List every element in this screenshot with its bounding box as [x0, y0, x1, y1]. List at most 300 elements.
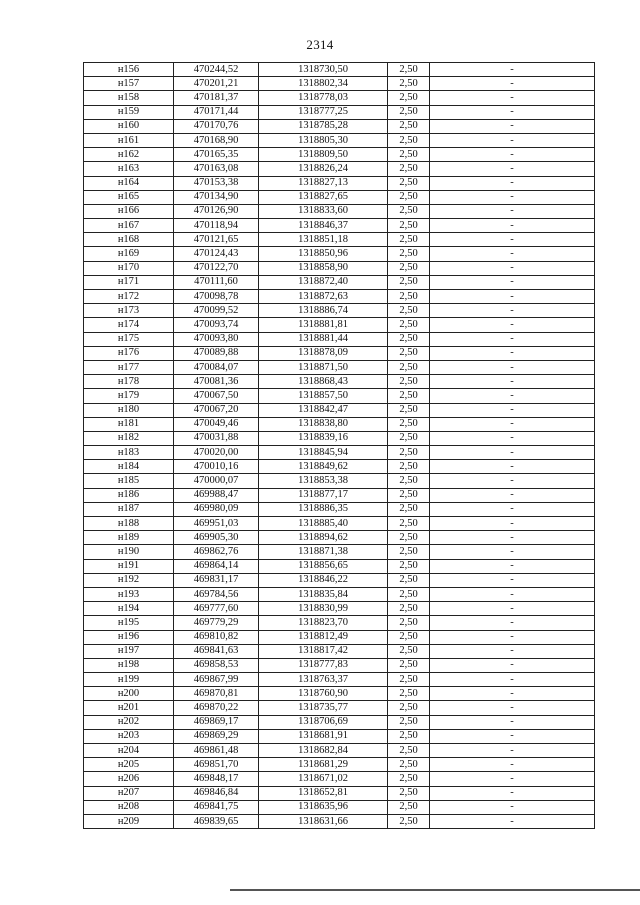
y-coordinate-cell: 1318681,29 — [259, 758, 388, 772]
y-coordinate-cell: 1318652,81 — [259, 786, 388, 800]
accuracy-cell: 2,50 — [388, 644, 430, 658]
point-label-cell: н193 — [84, 587, 174, 601]
table-row — [84, 360, 595, 374]
point-label-cell: н181 — [84, 417, 174, 431]
note-cell: - — [430, 474, 595, 488]
note-cell: - — [430, 744, 595, 758]
point-label-cell: н195 — [84, 616, 174, 630]
x-coordinate-cell: 469905,30 — [174, 531, 259, 545]
accuracy-cell: 2,50 — [388, 800, 430, 814]
x-coordinate-cell: 470201,21 — [174, 77, 259, 91]
x-coordinate-cell: 470153,38 — [174, 176, 259, 190]
point-label-cell: н201 — [84, 701, 174, 715]
x-coordinate-cell: 470181,37 — [174, 91, 259, 105]
point-label-cell: н180 — [84, 403, 174, 417]
x-coordinate-cell: 469846,84 — [174, 786, 259, 800]
x-coordinate-cell: 469841,63 — [174, 644, 259, 658]
note-cell: - — [430, 701, 595, 715]
point-label-cell: н202 — [84, 715, 174, 729]
point-label-cell: н204 — [84, 744, 174, 758]
x-coordinate-cell: 469867,99 — [174, 673, 259, 687]
table-row — [84, 233, 595, 247]
x-coordinate-cell: 470093,80 — [174, 332, 259, 346]
point-label-cell: н170 — [84, 261, 174, 275]
y-coordinate-cell: 1318682,84 — [259, 744, 388, 758]
accuracy-cell: 2,50 — [388, 460, 430, 474]
table-row — [84, 630, 595, 644]
note-cell: - — [430, 772, 595, 786]
x-coordinate-cell: 469951,03 — [174, 517, 259, 531]
table-row — [84, 176, 595, 190]
x-coordinate-cell: 470168,90 — [174, 133, 259, 147]
y-coordinate-cell: 1318871,38 — [259, 545, 388, 559]
point-label-cell: н156 — [84, 63, 174, 77]
point-label-cell: н160 — [84, 119, 174, 133]
y-coordinate-cell: 1318878,09 — [259, 346, 388, 360]
y-coordinate-cell: 1318838,80 — [259, 417, 388, 431]
note-cell: - — [430, 375, 595, 389]
note-cell: - — [430, 247, 595, 261]
point-label-cell: н164 — [84, 176, 174, 190]
y-coordinate-cell: 1318871,50 — [259, 360, 388, 374]
point-label-cell: н179 — [84, 389, 174, 403]
y-coordinate-cell: 1318809,50 — [259, 148, 388, 162]
x-coordinate-cell: 470084,07 — [174, 360, 259, 374]
note-cell: - — [430, 133, 595, 147]
x-coordinate-cell: 469779,29 — [174, 616, 259, 630]
table-row — [84, 814, 595, 828]
table-row — [84, 318, 595, 332]
point-label-cell: н190 — [84, 545, 174, 559]
y-coordinate-cell: 1318826,24 — [259, 162, 388, 176]
x-coordinate-cell: 470163,08 — [174, 162, 259, 176]
table-row — [84, 715, 595, 729]
accuracy-cell: 2,50 — [388, 346, 430, 360]
note-cell: - — [430, 786, 595, 800]
accuracy-cell: 2,50 — [388, 658, 430, 672]
point-label-cell: н178 — [84, 375, 174, 389]
note-cell: - — [430, 417, 595, 431]
x-coordinate-cell: 469831,17 — [174, 573, 259, 587]
y-coordinate-cell: 1318856,65 — [259, 559, 388, 573]
note-cell: - — [430, 630, 595, 644]
note-cell: - — [430, 176, 595, 190]
table-row — [84, 545, 595, 559]
table-row — [84, 389, 595, 403]
accuracy-cell: 2,50 — [388, 701, 430, 715]
x-coordinate-cell: 469839,65 — [174, 814, 259, 828]
table-row — [84, 602, 595, 616]
accuracy-cell: 2,50 — [388, 814, 430, 828]
point-label-cell: н176 — [84, 346, 174, 360]
x-coordinate-cell: 470020,00 — [174, 446, 259, 460]
x-coordinate-cell: 469869,29 — [174, 729, 259, 743]
x-coordinate-cell: 470010,16 — [174, 460, 259, 474]
accuracy-cell: 2,50 — [388, 219, 430, 233]
point-label-cell: н184 — [84, 460, 174, 474]
point-label-cell: н191 — [84, 559, 174, 573]
accuracy-cell: 2,50 — [388, 602, 430, 616]
table-row — [84, 219, 595, 233]
point-label-cell: н200 — [84, 687, 174, 701]
note-cell: - — [430, 403, 595, 417]
table-row — [84, 488, 595, 502]
table-row — [84, 275, 595, 289]
note-cell: - — [430, 758, 595, 772]
table-row — [84, 772, 595, 786]
note-cell: - — [430, 162, 595, 176]
y-coordinate-cell: 1318631,66 — [259, 814, 388, 828]
x-coordinate-cell: 469870,81 — [174, 687, 259, 701]
coordinates-table — [83, 62, 595, 829]
x-coordinate-cell: 470171,44 — [174, 105, 259, 119]
point-label-cell: н206 — [84, 772, 174, 786]
x-coordinate-cell: 470111,60 — [174, 275, 259, 289]
x-coordinate-cell: 470170,76 — [174, 119, 259, 133]
accuracy-cell: 2,50 — [388, 162, 430, 176]
point-label-cell: н189 — [84, 531, 174, 545]
x-coordinate-cell: 469848,17 — [174, 772, 259, 786]
accuracy-cell: 2,50 — [388, 133, 430, 147]
y-coordinate-cell: 1318827,65 — [259, 190, 388, 204]
y-coordinate-cell: 1318842,47 — [259, 403, 388, 417]
point-label-cell: н157 — [84, 77, 174, 91]
note-cell: - — [430, 488, 595, 502]
accuracy-cell: 2,50 — [388, 91, 430, 105]
table-row — [84, 148, 595, 162]
table-row — [84, 417, 595, 431]
point-label-cell: н173 — [84, 304, 174, 318]
y-coordinate-cell: 1318777,83 — [259, 658, 388, 672]
table-row — [84, 701, 595, 715]
point-label-cell: н158 — [84, 91, 174, 105]
accuracy-cell: 2,50 — [388, 290, 430, 304]
x-coordinate-cell: 470081,36 — [174, 375, 259, 389]
point-label-cell: н185 — [84, 474, 174, 488]
accuracy-cell: 2,50 — [388, 261, 430, 275]
x-coordinate-cell: 470122,70 — [174, 261, 259, 275]
note-cell: - — [430, 644, 595, 658]
point-label-cell: н162 — [84, 148, 174, 162]
x-coordinate-cell: 470121,65 — [174, 233, 259, 247]
table-row — [84, 77, 595, 91]
table-row — [84, 63, 595, 77]
y-coordinate-cell: 1318885,40 — [259, 517, 388, 531]
x-coordinate-cell: 469988,47 — [174, 488, 259, 502]
accuracy-cell: 2,50 — [388, 687, 430, 701]
y-coordinate-cell: 1318858,90 — [259, 261, 388, 275]
note-cell: - — [430, 190, 595, 204]
point-label-cell: н159 — [84, 105, 174, 119]
note-cell: - — [430, 148, 595, 162]
point-label-cell: н188 — [84, 517, 174, 531]
note-cell: - — [430, 658, 595, 672]
accuracy-cell: 2,50 — [388, 403, 430, 417]
point-label-cell: н177 — [84, 360, 174, 374]
y-coordinate-cell: 1318872,40 — [259, 275, 388, 289]
bottom-scan-rule — [230, 889, 640, 891]
y-coordinate-cell: 1318735,77 — [259, 701, 388, 715]
table-row — [84, 105, 595, 119]
point-label-cell: н167 — [84, 219, 174, 233]
y-coordinate-cell: 1318886,74 — [259, 304, 388, 318]
accuracy-cell: 2,50 — [388, 332, 430, 346]
accuracy-cell: 2,50 — [388, 247, 430, 261]
note-cell: - — [430, 673, 595, 687]
x-coordinate-cell: 469861,48 — [174, 744, 259, 758]
accuracy-cell: 2,50 — [388, 559, 430, 573]
accuracy-cell: 2,50 — [388, 744, 430, 758]
accuracy-cell: 2,50 — [388, 105, 430, 119]
accuracy-cell: 2,50 — [388, 176, 430, 190]
table-row — [84, 616, 595, 630]
x-coordinate-cell: 470093,74 — [174, 318, 259, 332]
x-coordinate-cell: 470000,07 — [174, 474, 259, 488]
note-cell: - — [430, 531, 595, 545]
table-row — [84, 658, 595, 672]
point-label-cell: н165 — [84, 190, 174, 204]
note-cell: - — [430, 119, 595, 133]
table-row — [84, 431, 595, 445]
note-cell: - — [430, 275, 595, 289]
x-coordinate-cell: 470124,43 — [174, 247, 259, 261]
x-coordinate-cell: 469980,09 — [174, 502, 259, 516]
table-row — [84, 290, 595, 304]
point-label-cell: н197 — [84, 644, 174, 658]
point-label-cell: н161 — [84, 133, 174, 147]
table-row — [84, 573, 595, 587]
y-coordinate-cell: 1318835,84 — [259, 587, 388, 601]
point-label-cell: н196 — [84, 630, 174, 644]
y-coordinate-cell: 1318872,63 — [259, 290, 388, 304]
x-coordinate-cell: 470099,52 — [174, 304, 259, 318]
table-row — [84, 446, 595, 460]
y-coordinate-cell: 1318845,94 — [259, 446, 388, 460]
y-coordinate-cell: 1318881,44 — [259, 332, 388, 346]
table-row — [84, 204, 595, 218]
note-cell: - — [430, 729, 595, 743]
point-label-cell: н205 — [84, 758, 174, 772]
x-coordinate-cell: 469870,22 — [174, 701, 259, 715]
x-coordinate-cell: 469864,14 — [174, 559, 259, 573]
point-label-cell: н163 — [84, 162, 174, 176]
y-coordinate-cell: 1318805,30 — [259, 133, 388, 147]
point-label-cell: н199 — [84, 673, 174, 687]
point-label-cell: н192 — [84, 573, 174, 587]
point-label-cell: н194 — [84, 602, 174, 616]
table-row — [84, 304, 595, 318]
note-cell: - — [430, 346, 595, 360]
x-coordinate-cell: 470118,94 — [174, 219, 259, 233]
y-coordinate-cell: 1318851,18 — [259, 233, 388, 247]
accuracy-cell: 2,50 — [388, 673, 430, 687]
y-coordinate-cell: 1318817,42 — [259, 644, 388, 658]
y-coordinate-cell: 1318777,25 — [259, 105, 388, 119]
accuracy-cell: 2,50 — [388, 630, 430, 644]
note-cell: - — [430, 318, 595, 332]
x-coordinate-cell: 470031,88 — [174, 431, 259, 445]
table-row — [84, 375, 595, 389]
table-row — [84, 247, 595, 261]
x-coordinate-cell: 469851,70 — [174, 758, 259, 772]
x-coordinate-cell: 469869,17 — [174, 715, 259, 729]
x-coordinate-cell: 470067,20 — [174, 403, 259, 417]
table-row — [84, 91, 595, 105]
note-cell: - — [430, 602, 595, 616]
y-coordinate-cell: 1318833,60 — [259, 204, 388, 218]
y-coordinate-cell: 1318886,35 — [259, 502, 388, 516]
point-label-cell: н207 — [84, 786, 174, 800]
table-row — [84, 502, 595, 516]
accuracy-cell: 2,50 — [388, 531, 430, 545]
table-row — [84, 190, 595, 204]
x-coordinate-cell: 469777,60 — [174, 602, 259, 616]
note-cell: - — [430, 389, 595, 403]
accuracy-cell: 2,50 — [388, 488, 430, 502]
accuracy-cell: 2,50 — [388, 77, 430, 91]
y-coordinate-cell: 1318877,17 — [259, 488, 388, 502]
note-cell: - — [430, 77, 595, 91]
x-coordinate-cell: 470067,50 — [174, 389, 259, 403]
note-cell: - — [430, 431, 595, 445]
accuracy-cell: 2,50 — [388, 190, 430, 204]
accuracy-cell: 2,50 — [388, 517, 430, 531]
note-cell: - — [430, 559, 595, 573]
note-cell: - — [430, 332, 595, 346]
x-coordinate-cell: 470098,78 — [174, 290, 259, 304]
note-cell: - — [430, 587, 595, 601]
y-coordinate-cell: 1318857,50 — [259, 389, 388, 403]
note-cell: - — [430, 545, 595, 559]
note-cell: - — [430, 715, 595, 729]
x-coordinate-cell: 470165,35 — [174, 148, 259, 162]
note-cell: - — [430, 233, 595, 247]
y-coordinate-cell: 1318846,37 — [259, 219, 388, 233]
accuracy-cell: 2,50 — [388, 502, 430, 516]
y-coordinate-cell: 1318853,38 — [259, 474, 388, 488]
y-coordinate-cell: 1318802,34 — [259, 77, 388, 91]
note-cell: - — [430, 800, 595, 814]
accuracy-cell: 2,50 — [388, 474, 430, 488]
point-label-cell: н186 — [84, 488, 174, 502]
note-cell: - — [430, 219, 595, 233]
accuracy-cell: 2,50 — [388, 389, 430, 403]
table-row — [84, 687, 595, 701]
point-label-cell: н169 — [84, 247, 174, 261]
note-cell: - — [430, 446, 595, 460]
y-coordinate-cell: 1318827,13 — [259, 176, 388, 190]
accuracy-cell: 2,50 — [388, 545, 430, 559]
point-label-cell: н209 — [84, 814, 174, 828]
note-cell: - — [430, 204, 595, 218]
accuracy-cell: 2,50 — [388, 616, 430, 630]
table-row — [84, 559, 595, 573]
table-row — [84, 744, 595, 758]
x-coordinate-cell: 470049,46 — [174, 417, 259, 431]
y-coordinate-cell: 1318868,43 — [259, 375, 388, 389]
table-row — [84, 119, 595, 133]
x-coordinate-cell: 469810,82 — [174, 630, 259, 644]
point-label-cell: н203 — [84, 729, 174, 743]
y-coordinate-cell: 1318778,03 — [259, 91, 388, 105]
accuracy-cell: 2,50 — [388, 233, 430, 247]
point-label-cell: н174 — [84, 318, 174, 332]
note-cell: - — [430, 616, 595, 630]
y-coordinate-cell: 1318881,81 — [259, 318, 388, 332]
y-coordinate-cell: 1318812,49 — [259, 630, 388, 644]
table-row — [84, 403, 595, 417]
table-row — [84, 786, 595, 800]
note-cell: - — [430, 517, 595, 531]
point-label-cell: н208 — [84, 800, 174, 814]
note-cell: - — [430, 360, 595, 374]
point-label-cell: н168 — [84, 233, 174, 247]
y-coordinate-cell: 1318894,62 — [259, 531, 388, 545]
accuracy-cell: 2,50 — [388, 446, 430, 460]
table-row — [84, 460, 595, 474]
x-coordinate-cell: 469841,75 — [174, 800, 259, 814]
note-cell: - — [430, 290, 595, 304]
y-coordinate-cell: 1318785,28 — [259, 119, 388, 133]
y-coordinate-cell: 1318849,62 — [259, 460, 388, 474]
table-row — [84, 261, 595, 275]
y-coordinate-cell: 1318830,99 — [259, 602, 388, 616]
accuracy-cell: 2,50 — [388, 119, 430, 133]
table-row — [84, 531, 595, 545]
point-label-cell: н182 — [84, 431, 174, 445]
table-row — [84, 133, 595, 147]
point-label-cell: н172 — [84, 290, 174, 304]
note-cell: - — [430, 460, 595, 474]
page-number: 2314 — [306, 37, 334, 52]
accuracy-cell: 2,50 — [388, 275, 430, 289]
note-cell: - — [430, 502, 595, 516]
y-coordinate-cell: 1318671,02 — [259, 772, 388, 786]
table-row — [84, 729, 595, 743]
accuracy-cell: 2,50 — [388, 431, 430, 445]
table-row — [84, 644, 595, 658]
table-row — [84, 162, 595, 176]
point-label-cell: н183 — [84, 446, 174, 460]
note-cell: - — [430, 304, 595, 318]
y-coordinate-cell: 1318706,69 — [259, 715, 388, 729]
table-row — [84, 474, 595, 488]
x-coordinate-cell: 469858,53 — [174, 658, 259, 672]
x-coordinate-cell: 470126,90 — [174, 204, 259, 218]
accuracy-cell: 2,50 — [388, 758, 430, 772]
y-coordinate-cell: 1318760,90 — [259, 687, 388, 701]
note-cell: - — [430, 261, 595, 275]
table-row — [84, 346, 595, 360]
point-label-cell: н175 — [84, 332, 174, 346]
y-coordinate-cell: 1318823,70 — [259, 616, 388, 630]
table-row — [84, 517, 595, 531]
coordinates-table-body — [84, 63, 595, 829]
note-cell: - — [430, 687, 595, 701]
y-coordinate-cell: 1318850,96 — [259, 247, 388, 261]
y-coordinate-cell: 1318763,37 — [259, 673, 388, 687]
x-coordinate-cell: 469862,76 — [174, 545, 259, 559]
x-coordinate-cell: 470134,90 — [174, 190, 259, 204]
table-row — [84, 673, 595, 687]
accuracy-cell: 2,50 — [388, 360, 430, 374]
y-coordinate-cell: 1318839,16 — [259, 431, 388, 445]
accuracy-cell: 2,50 — [388, 204, 430, 218]
accuracy-cell: 2,50 — [388, 729, 430, 743]
table-row — [84, 758, 595, 772]
note-cell: - — [430, 105, 595, 119]
y-coordinate-cell: 1318635,96 — [259, 800, 388, 814]
